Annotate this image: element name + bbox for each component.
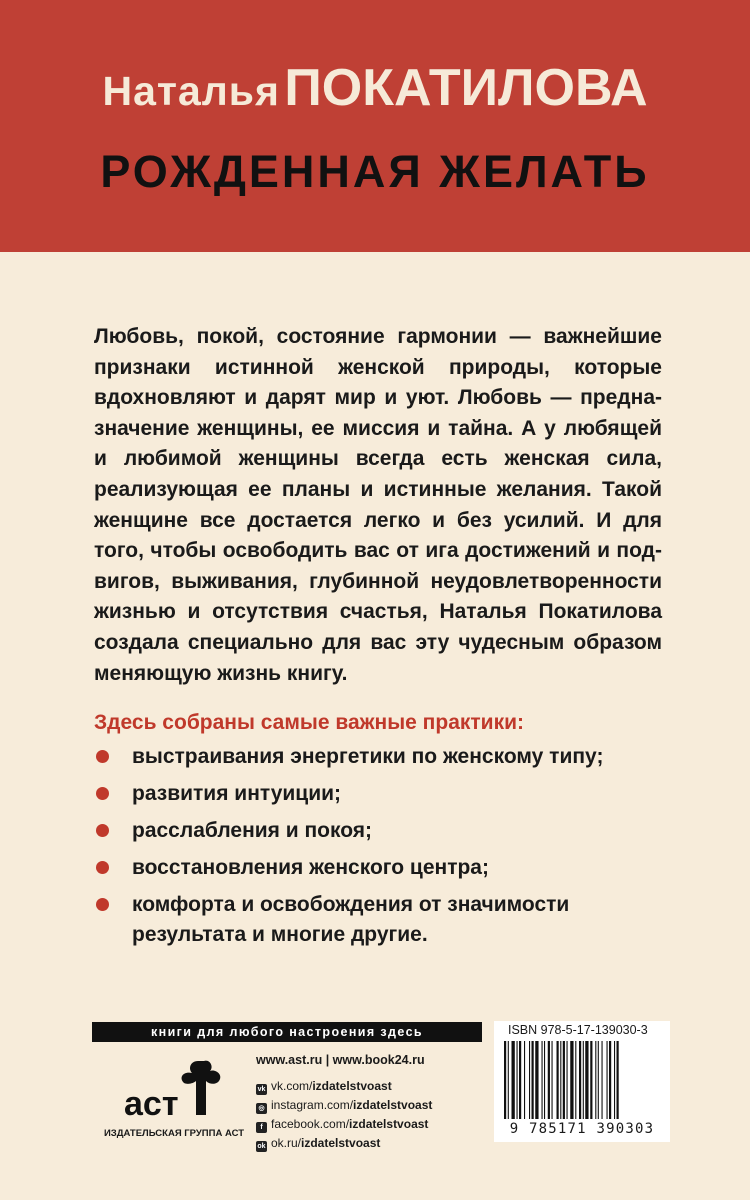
title-band bbox=[0, 0, 750, 252]
barcode-icon bbox=[502, 1041, 662, 1121]
social-prefix: instagram.com/ bbox=[271, 1098, 354, 1112]
book-description: Любовь, покой, состояние гармонии — важнейшие признаки истинной женской природы, которые вдохновляют и дарят мир и уют. Любовь — предназначение женщины, ее миссия и тайна. А у любящей и любимой женщины всегда есть женская сила, реализующая ее планы и истинные желания. Такой женщине все достается легко и без усилий. И для того, чтобы освободить вас от ига достижений и подвигов, выживания, глубинной неудовлетворенности жизнью и отсутствия счастья, Наталья Покатилова создала специально для вас эту чудесным образом меняющую жизнь книгу. bbox=[94, 325, 662, 685]
social-handle: izdatelstvoast bbox=[349, 1117, 429, 1131]
barcode-panel bbox=[494, 1021, 670, 1142]
list-item bbox=[94, 742, 674, 772]
social-handle: izdatelstvoast bbox=[312, 1079, 392, 1093]
list-item-text: развития интуиции; bbox=[132, 782, 342, 805]
list-item-text: расслабления и покоя; bbox=[132, 819, 373, 842]
barcode-digits: 9 785171 390303 bbox=[509, 1121, 655, 1137]
bullet-icon bbox=[96, 750, 109, 763]
social-links bbox=[256, 1077, 432, 1153]
facebook-icon: f bbox=[256, 1122, 267, 1133]
author-last-name: ПОКАТИЛОВА bbox=[284, 59, 648, 117]
list-item-text: выстраивания энергетики по женскому типу; bbox=[132, 745, 604, 768]
list-item bbox=[94, 853, 674, 883]
social-prefix: facebook.com/ bbox=[271, 1117, 350, 1131]
list-item bbox=[94, 779, 674, 809]
social-prefix: ok.ru/ bbox=[271, 1136, 302, 1150]
bullet-icon bbox=[96, 861, 109, 874]
isbn-text: ISBN 978-5-17-139030-3 bbox=[508, 1023, 648, 1037]
slogan-bar: книги для любого настроения здесь bbox=[92, 1022, 482, 1042]
list-item-text: восстановления женского центра; bbox=[132, 856, 489, 879]
list-item bbox=[94, 816, 674, 846]
social-handle: izdatelstvoast bbox=[301, 1136, 381, 1150]
list-item bbox=[94, 890, 674, 950]
logo-text: аст bbox=[124, 1085, 179, 1123]
vk-icon: vk bbox=[257, 1086, 266, 1093]
instagram-icon: ◎ bbox=[256, 1103, 267, 1114]
social-link-facebook[interactable] bbox=[256, 1115, 432, 1134]
book-title: РОЖДЕННАЯ ЖЕЛАТЬ bbox=[100, 146, 650, 197]
practices-heading: Здесь собраны самые важные практики: bbox=[94, 711, 524, 734]
bullet-icon bbox=[96, 787, 109, 800]
bullet-icon bbox=[96, 824, 109, 837]
social-handle: izdatelstvoast bbox=[353, 1098, 433, 1112]
list-item-text: комфорта и освобождения от значимости результата и многие другие. bbox=[132, 893, 570, 946]
social-link-odnoklassniki[interactable] bbox=[256, 1134, 432, 1153]
bullet-icon bbox=[96, 898, 109, 911]
author-first-name: Наталья bbox=[102, 68, 280, 114]
social-prefix: vk.com/ bbox=[271, 1079, 313, 1093]
social-link-vk[interactable] bbox=[256, 1077, 432, 1096]
social-link-instagram[interactable] bbox=[256, 1096, 432, 1115]
ast-logo bbox=[118, 1055, 228, 1125]
website-links[interactable]: www.ast.ru | www.book24.ru bbox=[256, 1053, 425, 1067]
author-name bbox=[0, 58, 750, 118]
odnoklassniki-icon: ok bbox=[257, 1143, 266, 1150]
practices-list bbox=[94, 742, 674, 957]
publisher-name: ИЗДАТЕЛЬСКАЯ ГРУППА АСТ bbox=[103, 1128, 245, 1139]
